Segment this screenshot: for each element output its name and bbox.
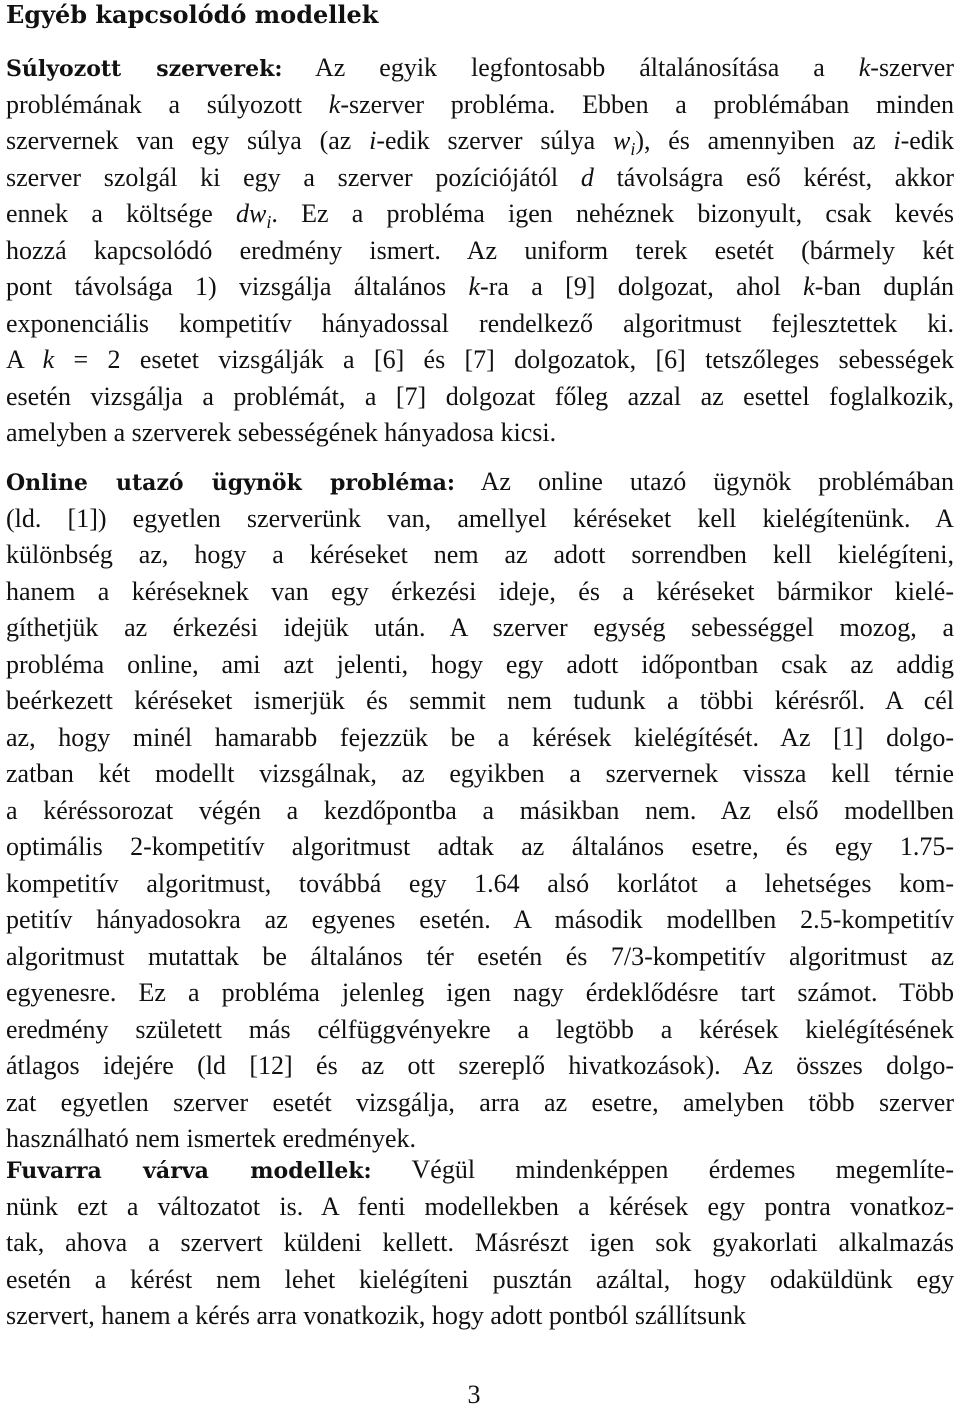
section-title: Egyéb kapcsolódó modellek xyxy=(6,0,379,29)
text-line: zatban két modellt vizsgálnak, az egyikben a szervernek vissza kell térnie xyxy=(6,759,954,788)
text-line: tak, ahova a szervert küldeni kellett. Másrészt igen sok gyakorlati alkalmazás xyxy=(6,1228,954,1257)
text-line: zat egyetlen szerver esetét vizsgálja, arra az esetre, amelyben több szerver xyxy=(6,1087,954,1117)
text-line: amelyben a szerverek sebességének hányadosa kicsi. xyxy=(6,418,557,447)
paragraph-heading: Súlyozott szerverek: xyxy=(6,56,283,82)
text-line: esetén a kérést nem lehet kielégíteni pusztán azáltal, hogy odaküldünk egy xyxy=(6,1264,954,1294)
paragraph-weighted-servers xyxy=(6,50,954,452)
text-line: probléma online, ami azt jelenti, hogy egy adott időpontban csak az addig xyxy=(6,649,954,679)
math-symbol: k xyxy=(468,272,481,301)
text-line: Fuvarra várva modellek: Végül mindenképpen érdemes megemlíte- xyxy=(6,1155,954,1184)
text-line: eredmény született más célfüggvényekre a legtöbb a kérések kielégítésének xyxy=(6,1014,954,1044)
paragraph-online-tsp xyxy=(6,464,954,1158)
text-line: ennek a költsége $dw_i$. Ez a probléma igen nehéznek bizonyult, csak kevés xyxy=(6,199,954,233)
text-line: hanem a kéréseknek van egy érkezési ideje, és a kéréseket bármikor kielé- xyxy=(6,576,954,606)
text-line: használható nem ismertek eredmények. xyxy=(6,1124,417,1153)
paragraph-heading: Fuvarra várva modellek: xyxy=(6,1158,372,1184)
math-symbol: k xyxy=(42,345,55,374)
paragraph-dial-a-ride xyxy=(6,1152,954,1335)
text-line: hozzá kapcsolódó eredmény ismert. Az uniform terek esetét (bármely két xyxy=(6,235,954,265)
math-symbol: k xyxy=(803,272,815,301)
paragraph-heading: Online utazó ügynök probléma: xyxy=(6,470,456,496)
math-symbol: k xyxy=(858,53,871,82)
text-line: gíthetjük az érkezési idejük után. A szerver egység sebességgel mozog, a xyxy=(6,613,954,642)
text-line: beérkezett kéréseket ismerjük és semmit nem tudunk a többi kérésről. A cél xyxy=(6,686,954,715)
text-line: Online utazó ügynök probléma: Az online utazó ügynök problémában xyxy=(6,467,954,496)
text-line: pont távolsága 1) vizsgálja általános k-ra a [9] dolgozat, ahol k-ban duplán xyxy=(6,272,954,301)
text-line: a kéréssorozat végén a kezdőpontba a másikban nem. Az első modellben xyxy=(6,795,954,825)
text-line: nünk ezt a változatot is. A fenti modellekben a kérések egy pontra vonatkoz- xyxy=(6,1191,954,1221)
text-line: exponenciális kompetitív hányadossal rendelkező algoritmust fejlesztettek ki. xyxy=(6,308,954,338)
text-line: átlagos idejére (ld [12] és az ott szereplő hivatkozások). Az összes dolgo- xyxy=(6,1051,954,1080)
text-line: petitív hányadosokra az egyenes esetén. A második modellben 2.5-kompetitív xyxy=(6,905,954,934)
text-line: az, hogy minél hamarabb fejezzük be a kérések kielégítését. Az [1] dolgo- xyxy=(6,722,954,752)
text-line: algoritmust mutattak be általános tér esetén és 7/3-kompetitív algoritmust az xyxy=(6,941,954,971)
text-line: kompetitív algoritmust, továbbá egy 1.64 alsó korlátot a lehetséges kom- xyxy=(6,868,954,898)
text-line: (ld. [1]) egyetlen szerverünk van, amellyel kéréseket kell kielégítenünk. A xyxy=(6,503,954,533)
text-line: szervernek van egy súlya (az i-edik szerver súlya $w_i$), és amennyiben az i-edik xyxy=(6,126,954,160)
text-line: esetén vizsgálja a problémát, a [7] dolgozat főleg azzal az esettel foglalkozik, xyxy=(6,381,954,411)
text-line: különbség az, hogy a kéréseket nem az adott sorrendben kell kielégíteni, xyxy=(6,540,954,569)
math-symbol: w xyxy=(612,126,631,155)
text-line: szerver szolgál ki egy a szerver pozíciójától d távolságra eső kérést, akkor xyxy=(6,162,954,192)
text-line: A k = 2 esetet vizsgálják a [6] és [7] dolgozatok, [6] tetszőleges sebességek xyxy=(6,345,954,374)
text-line: optimális 2-kompetitív algoritmust adtak az általános esetre, és egy 1.75- xyxy=(6,832,954,861)
math-subscript: i xyxy=(266,212,272,233)
page-number: 3 xyxy=(467,1380,481,1409)
text-line: Súlyozott szerverek: Az egyik legfontosabb általánosítása a k-szerver xyxy=(6,53,954,82)
math-symbol: d xyxy=(580,162,594,192)
math-subscript: i xyxy=(630,139,636,160)
math-symbol: dw xyxy=(236,199,267,228)
math-symbol: i xyxy=(369,126,377,155)
math-symbol: k xyxy=(328,89,341,119)
math-symbol: i xyxy=(893,126,901,155)
text-line: egyenesre. Ez a probléma jelenleg igen nagy érdeklődésre tart számot. Több xyxy=(6,978,954,1007)
text-line: problémának a súlyozott k-szerver probléma. Ebben a problémában minden xyxy=(6,89,954,119)
text-line: szervert, hanem a kérés arra vonatkozik, hogy adott pontból szállítsunk xyxy=(6,1301,747,1330)
